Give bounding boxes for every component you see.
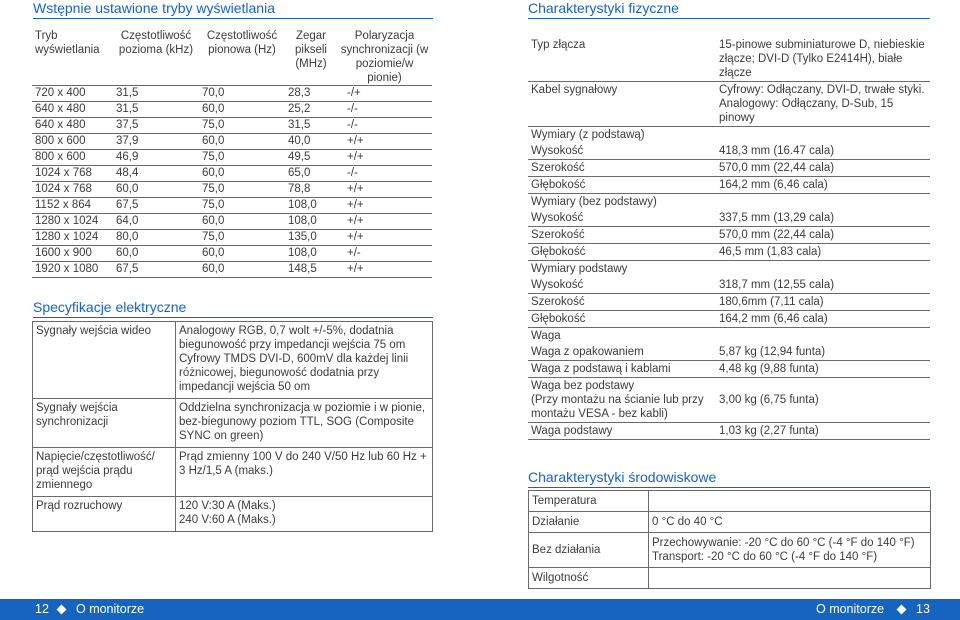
- spec-label: Waga podstawy: [528, 423, 716, 440]
- table-cell: 67,5: [113, 198, 199, 214]
- spec-value: 164,2 mm (6,46 cala): [716, 177, 930, 194]
- table-cell: 108,0: [285, 198, 337, 214]
- spec-label: Szerokość: [528, 227, 716, 244]
- table-row: [528, 82, 930, 127]
- table-row: [528, 361, 930, 378]
- spec-value: [649, 568, 931, 589]
- spec-value: 120 V:30 A (Maks.) 240 V:60 A (Maks.): [176, 497, 433, 532]
- table-cell: +/+: [337, 134, 432, 150]
- table-row: [32, 230, 432, 246]
- table-cell: 1280 x 1024: [32, 214, 113, 230]
- spec-value: Oddzielna synchronizacja w poziomie i w pionie, bez-biegunowy poziom TTL, SOG (Composite SYNC on green): [176, 399, 433, 448]
- spec-label: Wilgotność: [529, 568, 649, 589]
- page-footer: [0, 599, 960, 620]
- table-cell: 135,0: [285, 230, 337, 246]
- table-cell: 108,0: [285, 246, 337, 262]
- spec-label: Sygnały wejścia synchronizacji: [33, 399, 176, 448]
- table-row: [33, 399, 433, 448]
- spec-label: Działanie: [529, 512, 649, 533]
- spec-value: 337,5 mm (13,29 cala): [716, 210, 930, 227]
- table-cell: 75,0: [199, 118, 285, 134]
- spec-value: 3,00 kg (6,75 funta): [716, 378, 930, 423]
- spec-value: 1,03 kg (2,27 funta): [716, 423, 930, 440]
- electrical-spec-table: [32, 321, 433, 532]
- table-row: [529, 533, 931, 568]
- table-row: [528, 328, 930, 345]
- table-cell: 720 x 400: [32, 86, 113, 102]
- table-row: [529, 491, 931, 512]
- table-row: [528, 311, 930, 328]
- table-cell: -/-: [337, 166, 432, 182]
- table-row: [528, 344, 930, 361]
- spec-label: Wymiary podstawy: [531, 263, 628, 275]
- table-cell: 1152 x 864: [32, 198, 113, 214]
- table-row: [528, 378, 930, 423]
- table-cell: 70,0: [199, 86, 285, 102]
- spec-value: 0 °C do 40 °C: [649, 512, 931, 533]
- physical-spec-table: [528, 37, 930, 440]
- table-row: [32, 166, 432, 182]
- table-row: [528, 194, 930, 211]
- left-page-number: 12: [35, 602, 49, 616]
- table-cell: 1920 x 1080: [32, 262, 113, 278]
- spec-label: Prąd rozruchowy: [33, 497, 176, 532]
- spec-label: Waga z opakowaniem: [528, 344, 716, 361]
- spec-label: Wysokość: [528, 143, 716, 160]
- spec-value: 46,5 mm (1,83 cala): [716, 244, 930, 261]
- table-cell: +/+: [337, 262, 432, 278]
- table-cell: 800 x 600: [32, 150, 113, 166]
- table-row: [528, 261, 930, 278]
- table-row: [528, 277, 930, 294]
- table-cell: +/+: [337, 182, 432, 198]
- spec-label: Wysokość: [528, 210, 716, 227]
- table-cell: 108,0: [285, 214, 337, 230]
- table-cell: 64,0: [113, 214, 199, 230]
- table-cell: 67,5: [113, 262, 199, 278]
- table-row: [529, 568, 931, 589]
- table-row: [528, 244, 930, 261]
- table-cell: 60,0: [199, 262, 285, 278]
- table-cell: 75,0: [199, 182, 285, 198]
- table-cell: 25,2: [285, 102, 337, 118]
- spec-label: Kabel sygnałowy: [528, 82, 716, 127]
- spec-label: Waga z podstawą i kablami: [528, 361, 716, 378]
- table-cell: +/+: [337, 214, 432, 230]
- spec-value: 4,48 kg (9,88 funta): [716, 361, 930, 378]
- spec-label: Wysokość: [528, 277, 716, 294]
- table-cell: 49,5: [285, 150, 337, 166]
- diamond-icon: [897, 605, 907, 615]
- table-cell: +/+: [337, 198, 432, 214]
- table-cell: 800 x 600: [32, 134, 113, 150]
- spec-label: Sygnały wejścia wideo: [33, 322, 176, 399]
- table-cell: 40,0: [285, 134, 337, 150]
- spec-label: Napięcie/częstotliwość/ prąd wejścia prądu zmiennego: [33, 448, 176, 497]
- spec-label: Wymiary (bez podstawy): [531, 196, 657, 208]
- modes-header-cell: Tryb wyświetlania: [32, 29, 113, 86]
- table-cell: 37,9: [113, 134, 199, 150]
- table-cell: 31,5: [113, 102, 199, 118]
- spec-label: Waga: [531, 330, 561, 342]
- table-cell: 60,0: [199, 166, 285, 182]
- table-cell: -/+: [337, 86, 432, 102]
- table-cell: -/-: [337, 118, 432, 134]
- modes-header-cell: Zegar pikseli (MHz): [285, 29, 337, 86]
- table-row: [528, 127, 930, 144]
- table-cell: 60,0: [199, 134, 285, 150]
- table-cell: 1024 x 768: [32, 182, 113, 198]
- spec-label: Szerokość: [528, 160, 716, 177]
- modes-header-cell: Polaryzacja synchronizacji (w poziomie/w pionie): [337, 29, 432, 86]
- table-row: [528, 37, 930, 82]
- spec-label: Głębokość: [528, 311, 716, 328]
- spec-value: 570,0 mm (22,44 cala): [716, 227, 930, 244]
- table-cell: 31,5: [113, 86, 199, 102]
- spec-value: [716, 261, 930, 278]
- table-cell: -/-: [337, 102, 432, 118]
- spec-value: [716, 127, 930, 144]
- table-cell: 37,5: [113, 118, 199, 134]
- table-cell: 60,0: [199, 246, 285, 262]
- table-row: [33, 322, 433, 399]
- spec-value: Analogowy RGB, 0,7 wolt +/-5%, dodatnia biegunowość przy impedancji wejścia 75 om Cyfrowy TMDS DVI-D, 600mV dla każdej linii różnicowej, biegunowość dodatnia przy impedancji wejścia 50 om: [176, 322, 433, 399]
- table-row: [33, 448, 433, 497]
- table-cell: 75,0: [199, 198, 285, 214]
- table-row: [32, 182, 432, 198]
- modes-header-cell: Częstotliwość pozioma (kHz): [113, 29, 199, 86]
- table-row: [528, 294, 930, 311]
- right-section-label: O monitorze: [816, 602, 885, 616]
- spec-value: Przechowywanie: -20 °C do 60 °C (-4 °F do 140 °F) Transport: -20 °C do 60 °C (-4 °F do 140 °F): [649, 533, 931, 568]
- diamond-icon: [57, 605, 67, 615]
- environmental-heading: Charakterystyki środowiskowe: [528, 469, 930, 488]
- table-row: [32, 102, 432, 118]
- table-cell: 75,0: [199, 150, 285, 166]
- spec-value: 5,87 kg (12,94 funta): [716, 344, 930, 361]
- table-cell: 65,0: [285, 166, 337, 182]
- table-cell: 28,3: [285, 86, 337, 102]
- display-modes-table: [32, 29, 432, 278]
- table-cell: 78,8: [285, 182, 337, 198]
- spec-label: Waga bez podstawy (Przy montażu na ścianie lub przy montażu VESA - bez kabli): [528, 378, 716, 423]
- left-section-label: O monitorze: [76, 602, 145, 616]
- table-cell: 1024 x 768: [32, 166, 113, 182]
- spec-label: Szerokość: [528, 294, 716, 311]
- environmental-spec-table: [528, 490, 931, 589]
- spec-value: Cyfrowy: Odłączany, DVI-D, trwałe styki. Analogowy: Odłączany, D-Sub, 15 pinowy: [716, 82, 930, 127]
- spec-value: [716, 328, 930, 345]
- table-cell: 1280 x 1024: [32, 230, 113, 246]
- table-cell: 46,9: [113, 150, 199, 166]
- table-row: [528, 210, 930, 227]
- table-row: [528, 160, 930, 177]
- spec-label: Głębokość: [528, 177, 716, 194]
- table-cell: 60,0: [113, 182, 199, 198]
- table-cell: 1600 x 900: [32, 246, 113, 262]
- spec-label: Typ złącza: [528, 37, 716, 82]
- spec-value: 418,3 mm (16.47 cala): [716, 143, 930, 160]
- table-row: [528, 143, 930, 160]
- table-cell: 60,0: [199, 102, 285, 118]
- table-row: [529, 512, 931, 533]
- spec-value: [649, 491, 931, 512]
- table-row: [33, 497, 433, 532]
- spec-value: 164,2 mm (6,46 cala): [716, 311, 930, 328]
- right-page-number: 13: [916, 602, 930, 616]
- spec-value: 318,7 mm (12,55 cala): [716, 277, 930, 294]
- electrical-heading: Specyfikacje elektryczne: [33, 299, 433, 318]
- table-cell: 48,4: [113, 166, 199, 182]
- table-row: [32, 150, 432, 166]
- table-row: [32, 86, 432, 102]
- table-cell: 640 x 480: [32, 118, 113, 134]
- table-cell: +/+: [337, 230, 432, 246]
- table-row: [32, 214, 432, 230]
- spec-label: Głębokość: [528, 244, 716, 261]
- table-cell: +/-: [337, 246, 432, 262]
- table-row: [32, 198, 432, 214]
- table-row: [32, 118, 432, 134]
- table-cell: 80,0: [113, 230, 199, 246]
- spec-label: Wymiary (z podstawą): [531, 129, 645, 141]
- physical-heading: Charakterystyki fizyczne: [528, 0, 930, 19]
- spec-label: Bez działania: [529, 533, 649, 568]
- spec-value: 180,6mm (7,11 cala): [716, 294, 930, 311]
- modes-header-cell: Częstotliwość pionowa (Hz): [199, 29, 285, 86]
- table-row: [32, 262, 432, 278]
- table-cell: 75,0: [199, 230, 285, 246]
- table-row: [528, 177, 930, 194]
- spec-value: 570,0 mm (22,44 cala): [716, 160, 930, 177]
- table-row: [32, 134, 432, 150]
- table-cell: 60,0: [113, 246, 199, 262]
- modes-heading: Wstępnie ustawione tryby wyświetlania: [33, 0, 433, 19]
- table-row: [32, 246, 432, 262]
- table-row: [528, 227, 930, 244]
- spec-value: [716, 194, 930, 211]
- spec-label: Temperatura: [529, 491, 649, 512]
- table-cell: +/+: [337, 150, 432, 166]
- spec-value: Prąd zmienny 100 V do 240 V/50 Hz lub 60 Hz + 3 Hz/1,5 A (maks.): [176, 448, 433, 497]
- table-cell: 60,0: [199, 214, 285, 230]
- spec-value: 15-pinowe subminiaturowe D, niebieskie złącze; DVI-D (Tylko E2414H), białe złącze: [716, 37, 930, 82]
- table-cell: 148,5: [285, 262, 337, 278]
- table-cell: 640 x 480: [32, 102, 113, 118]
- table-row: [528, 423, 930, 440]
- table-cell: 31,5: [285, 118, 337, 134]
